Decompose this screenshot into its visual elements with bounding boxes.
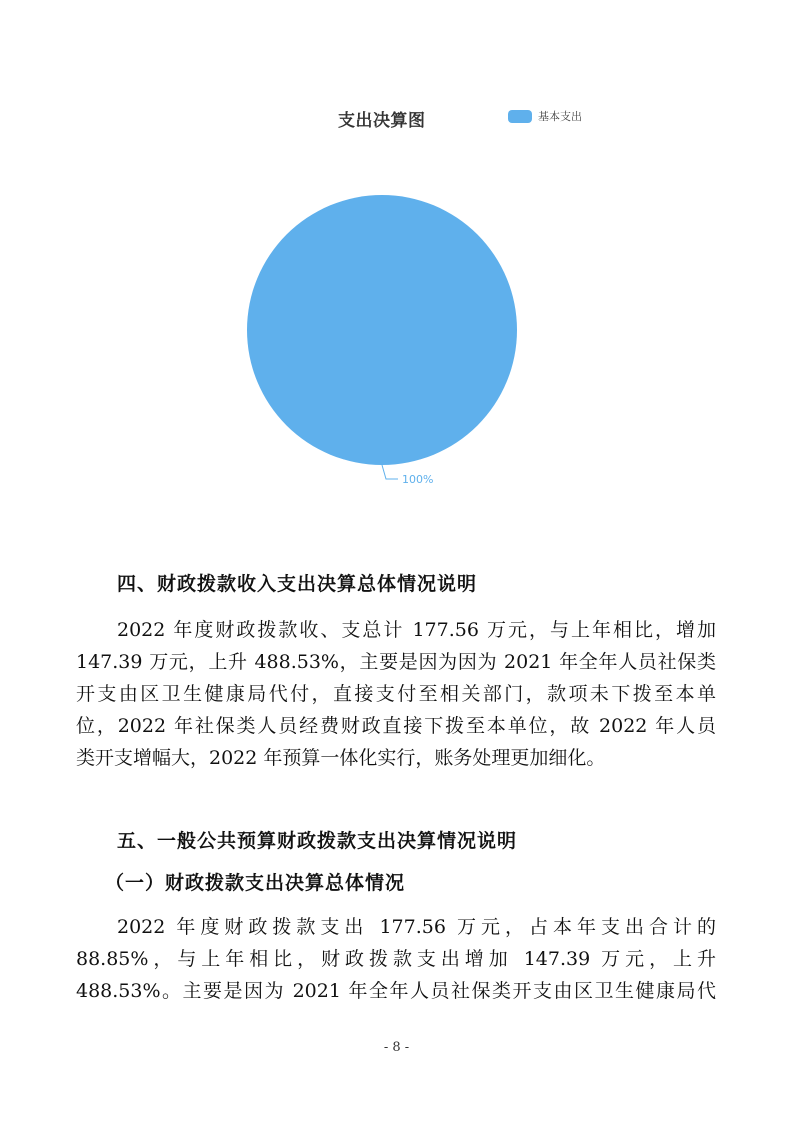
paragraph-line: 147.39 万元，上升 488.53%，主要是因为因为 2021 年全年人员社保类 [76, 651, 716, 673]
paragraph-line: 2022 年度财政拨款支出 177.56 万元，占本年支出合计的 [117, 916, 716, 938]
paragraph-line: 位，2022 年社保类人员经费财政直接下拨至本单位，故 2022 年人员 [76, 715, 716, 737]
chart-title: 支出决算图 [338, 111, 426, 131]
section-5-paragraph [76, 911, 716, 1007]
expenditure-pie-chart [0, 0, 793, 520]
slice-label: 100% [402, 473, 434, 486]
pie-svg [0, 0, 793, 520]
paragraph-line: 88.85%，与上年相比，财政拨款支出增加 147.39 万元，上升 [76, 948, 716, 970]
paragraph-line: 488.53%。主要是因为 2021 年全年人员社保类开支由区卫生健康局代 [76, 980, 716, 1002]
section-5-heading: 五、一般公共预算财政拨款支出决算情况说明 [117, 830, 518, 852]
section-4-heading: 四、财政拨款收入支出决算总体情况说明 [117, 573, 478, 595]
paragraph-line: 开支由区卫生健康局代付，直接支付至相关部门，款项未下拨至本单 [76, 683, 716, 705]
slice-label-leader [382, 465, 398, 479]
paragraph-line: 2022 年度财政拨款收、支总计 177.56 万元，与上年相比，增加 [117, 619, 716, 641]
section-4-paragraph [76, 614, 716, 774]
pie-slice-basic-expenditure[interactable] [247, 195, 517, 465]
paragraph-line: 类开支增幅大，2022 年预算一体化实行，账务处理更加细化。 [76, 747, 606, 769]
legend-label: 基本支出 [538, 110, 582, 123]
section-5-subheading: （一）财政拨款支出决算总体情况 [105, 872, 406, 894]
page-number: - 8 - [383, 1040, 410, 1055]
